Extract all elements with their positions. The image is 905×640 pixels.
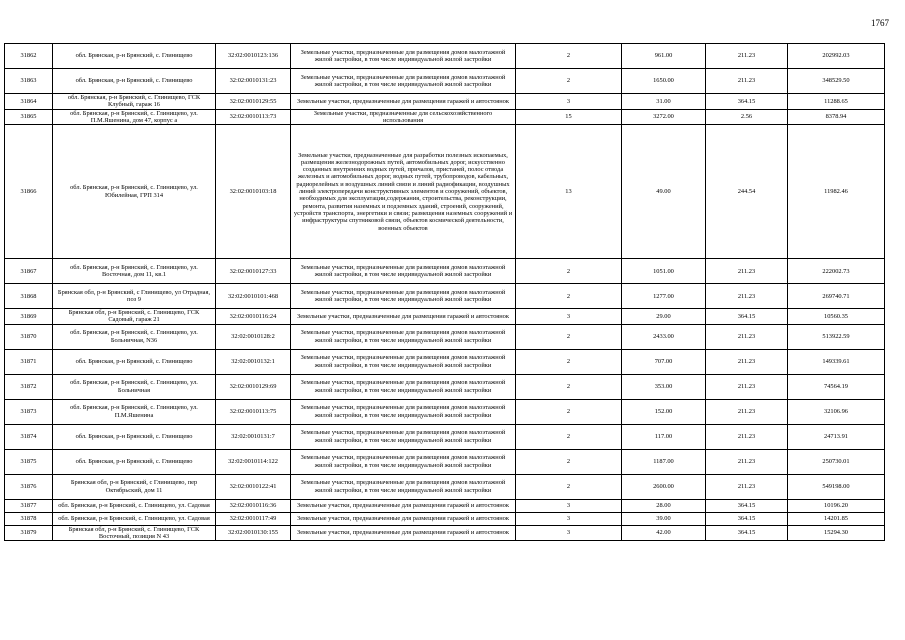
address-cell: обл. Брянская, р-н Брянский, с. Глинищево [53, 424, 216, 449]
cadastral-value-cell: 74564.19 [788, 374, 885, 399]
land-use-cell: Земельные участки, предназначенные для сельскохозяйственного использования [291, 109, 516, 125]
cadastral-value-cell: 11982.46 [788, 125, 885, 259]
cadastral-number-cell: 32:02:0010122:41 [216, 474, 291, 499]
address-cell: обл. Брянская, р-н Брянский, с. Глинищево, ул. П.М.Яшенина [53, 399, 216, 424]
use-kind-cell: 2 [516, 474, 622, 499]
specific-value-cell: 211.23 [706, 349, 788, 374]
cadastral-number-cell: 32:02:0010129:69 [216, 374, 291, 399]
cadastral-number-cell: 32:02:0010131:23 [216, 69, 291, 94]
row-number-cell: 31867 [5, 259, 53, 284]
cadastral-number-cell: 32:02:0010131:7 [216, 424, 291, 449]
area-cell: 31.00 [622, 94, 706, 110]
row-number-cell: 31862 [5, 44, 53, 69]
cadastral-value-cell: 348529.50 [788, 69, 885, 94]
specific-value-cell: 364.15 [706, 512, 788, 525]
cadastral-value-cell: 24713.91 [788, 424, 885, 449]
specific-value-cell: 211.23 [706, 374, 788, 399]
specific-value-cell: 364.15 [706, 94, 788, 110]
area-cell: 707.00 [622, 349, 706, 374]
area-cell: 3272.00 [622, 109, 706, 125]
address-cell: обл. Брянская, р-н Брянский, с. Глинищево [53, 449, 216, 474]
cadastral-number-cell: 32:02:0010132:1 [216, 349, 291, 374]
table-row [5, 125, 885, 259]
table-row [5, 259, 885, 284]
use-kind-cell: 3 [516, 525, 622, 541]
use-kind-cell: 3 [516, 94, 622, 110]
area-cell: 1650.00 [622, 69, 706, 94]
row-number-cell: 31876 [5, 474, 53, 499]
land-use-cell: Земельные участки, предназначенные для размещения гаражей и автостоянок [291, 512, 516, 525]
address-cell: Брянская обл, р-н Брянский, с. Глинищево, ГСК Садовый, гараж 21 [53, 309, 216, 325]
cadastral-number-cell: 32:02:0010116:24 [216, 309, 291, 325]
use-kind-cell: 2 [516, 324, 622, 349]
cadastral-value-cell: 250730.01 [788, 449, 885, 474]
use-kind-cell: 3 [516, 499, 622, 512]
address-cell: обл. Брянская, р-н Брянский, с. Глинищево, ул. Восточная, дом 11, кв.1 [53, 259, 216, 284]
use-kind-cell: 3 [516, 512, 622, 525]
row-number-cell: 31871 [5, 349, 53, 374]
use-kind-cell: 2 [516, 399, 622, 424]
land-use-cell: Земельные участки, предназначенные для размещения домов малоэтажной жилой застройки, в том числе индивидуальной жилой застройки [291, 69, 516, 94]
table-row [5, 474, 885, 499]
address-cell: обл. Брянская, р-н Брянский, с. Глинищево, ул. Садовая [53, 512, 216, 525]
address-cell: обл. Брянская, р-н Брянский, с. Глинищево, ул. Больничная [53, 374, 216, 399]
land-use-cell: Земельные участки, предназначенные для размещения домов малоэтажной жилой застройки, в том числе индивидуальной жилой застройки [291, 324, 516, 349]
use-kind-cell: 2 [516, 374, 622, 399]
table-row [5, 525, 885, 541]
use-kind-cell: 13 [516, 125, 622, 259]
specific-value-cell: 364.15 [706, 499, 788, 512]
row-number-cell: 31872 [5, 374, 53, 399]
address-cell: обл. Брянская, р-н Брянский, с. Глинищево [53, 44, 216, 69]
area-cell: 1051.00 [622, 259, 706, 284]
row-number-cell: 31878 [5, 512, 53, 525]
cadastral-value-cell: 549198.00 [788, 474, 885, 499]
cadastral-value-cell: 202992.03 [788, 44, 885, 69]
row-number-cell: 31870 [5, 324, 53, 349]
land-use-cell: Земельные участки, предназначенные для размещения гаражей и автостоянок [291, 525, 516, 541]
land-use-cell: Земельные участки, предназначенные для размещения домов малоэтажной жилой застройки, в том числе индивидуальной жилой застройки [291, 474, 516, 499]
address-cell: Брянская обл, р-н Брянский, с Глинищево, ул Отрадная, поз 9 [53, 284, 216, 309]
specific-value-cell: 211.23 [706, 44, 788, 69]
table-row [5, 424, 885, 449]
cadastral-value-cell: 14201.85 [788, 512, 885, 525]
area-cell: 49.00 [622, 125, 706, 259]
cadastral-value-cell: 10196.20 [788, 499, 885, 512]
cadastral-number-cell: 32:02:0010116:36 [216, 499, 291, 512]
specific-value-cell: 364.15 [706, 525, 788, 541]
area-cell: 29.00 [622, 309, 706, 325]
table-row [5, 109, 885, 125]
table-body [5, 44, 885, 541]
use-kind-cell: 2 [516, 424, 622, 449]
area-cell: 117.00 [622, 424, 706, 449]
cadastral-value-cell: 513922.59 [788, 324, 885, 349]
cadastral-number-cell: 32:02:0010129:55 [216, 94, 291, 110]
cadastral-number-cell: 32:02:0010123:136 [216, 44, 291, 69]
area-cell: 1277.00 [622, 284, 706, 309]
cadastral-value-cell: 11288.65 [788, 94, 885, 110]
land-use-cell: Земельные участки, предназначенные для размещения домов малоэтажной жилой застройки, в том числе индивидуальной жилой застройки [291, 374, 516, 399]
row-number-cell: 31863 [5, 69, 53, 94]
use-kind-cell: 2 [516, 259, 622, 284]
specific-value-cell: 211.23 [706, 284, 788, 309]
table-row [5, 324, 885, 349]
land-use-cell: Земельные участки, предназначенные для размещения домов малоэтажной жилой застройки, в том числе индивидуальной жилой застройки [291, 424, 516, 449]
cadastral-value-cell: 32106.96 [788, 399, 885, 424]
specific-value-cell: 211.23 [706, 324, 788, 349]
table-row [5, 284, 885, 309]
table-row [5, 374, 885, 399]
land-use-cell: Земельные участки, предназначенные для размещения домов малоэтажной жилой застройки, в том числе индивидуальной жилой застройки [291, 349, 516, 374]
table-row [5, 309, 885, 325]
address-cell: обл. Брянская, р-н Брянский, с. Глинищево [53, 69, 216, 94]
specific-value-cell: 244.54 [706, 125, 788, 259]
specific-value-cell: 364.15 [706, 309, 788, 325]
land-use-cell: Земельные участки, предназначенные для размещения домов малоэтажной жилой застройки, в том числе индивидуальной жилой застройки [291, 44, 516, 69]
specific-value-cell: 211.23 [706, 474, 788, 499]
use-kind-cell: 2 [516, 69, 622, 94]
land-use-cell: Земельные участки, предназначенные для размещения домов малоэтажной жилой застройки, в том числе индивидуальной жилой застройки [291, 399, 516, 424]
row-number-cell: 31877 [5, 499, 53, 512]
cadastral-value-cell: 269740.71 [788, 284, 885, 309]
table-row [5, 399, 885, 424]
address-cell: обл. Брянская, р-н Брянский, с. Глинищево, ул. Садовая [53, 499, 216, 512]
cadastral-value-cell: 10560.35 [788, 309, 885, 325]
cadastral-value-cell: 8378.94 [788, 109, 885, 125]
use-kind-cell: 2 [516, 449, 622, 474]
specific-value-cell: 211.23 [706, 69, 788, 94]
specific-value-cell: 211.23 [706, 424, 788, 449]
area-cell: 152.00 [622, 399, 706, 424]
specific-value-cell: 211.23 [706, 259, 788, 284]
cadastral-number-cell: 32:02:0010113:75 [216, 399, 291, 424]
specific-value-cell: 2.56 [706, 109, 788, 125]
area-cell: 2433.00 [622, 324, 706, 349]
use-kind-cell: 2 [516, 44, 622, 69]
address-cell: обл. Брянская, р-н Брянский, с. Глинищево, ГСК Клубный, гараж 16 [53, 94, 216, 110]
table-row [5, 499, 885, 512]
cadastral-number-cell: 32:02:0010113:73 [216, 109, 291, 125]
table-row [5, 44, 885, 69]
cadastral-number-cell: 32:02:0010101:468 [216, 284, 291, 309]
table-row [5, 94, 885, 110]
area-cell: 1187.00 [622, 449, 706, 474]
row-number-cell: 31869 [5, 309, 53, 325]
cadastral-value-cell: 15294.30 [788, 525, 885, 541]
cadastral-number-cell: 32:02:0010130:155 [216, 525, 291, 541]
row-number-cell: 31866 [5, 125, 53, 259]
row-number-cell: 31875 [5, 449, 53, 474]
area-cell: 961.00 [622, 44, 706, 69]
table-row [5, 349, 885, 374]
cadastral-value-cell: 222002.73 [788, 259, 885, 284]
cadastral-number-cell: 32:02:0010128:2 [216, 324, 291, 349]
cadastral-number-cell: 32:02:0010127:33 [216, 259, 291, 284]
cadastral-value-table [4, 43, 885, 541]
area-cell: 353.00 [622, 374, 706, 399]
row-number-cell: 31868 [5, 284, 53, 309]
row-number-cell: 31864 [5, 94, 53, 110]
land-use-cell: Земельные участки, предназначенные для размещения гаражей и автостоянок [291, 499, 516, 512]
address-cell: обл. Брянская, р-н Брянский, с. Глинищево [53, 349, 216, 374]
land-use-cell: Земельные участки, предназначенные для размещения домов малоэтажной жилой застройки, в том числе индивидуальной жилой застройки [291, 259, 516, 284]
specific-value-cell: 211.23 [706, 449, 788, 474]
address-cell: обл. Брянская, р-н Брянский, с. Глинищево, ул. П.М.Яшенина, дом 47, корпус а [53, 109, 216, 125]
land-use-cell: Земельные участки, предназначенные для разработки полезных ископаемых, размещения железнодорожных путей, автомобильных дорог, искусственно созданных внутренних водных путей, причалов, пристаней, полос отвода железных и автомобильных дорог, водных путей, трубопроводов, кабельных, радиорелейных и воздушных линий связи и линий радиофикации, воздушных линий электропередачи конструктивных элементов и сооружений, объектов, необходимых для эксплуатации,содержания, строительства, реконструкции, ремонта, развития наземных и подземных зданий, строений, сооружений, устройств транспорта, энергетики и связи; размещения наземных сооружений и инфраструктуры спутниковой связи, объектов космической деятельности, военных объектов [291, 125, 516, 259]
area-cell: 2600.00 [622, 474, 706, 499]
use-kind-cell: 2 [516, 349, 622, 374]
cadastral-number-cell: 32:02:0010114:122 [216, 449, 291, 474]
page-number: 1767 [871, 18, 889, 28]
area-cell: 42.00 [622, 525, 706, 541]
use-kind-cell: 15 [516, 109, 622, 125]
cadastral-number-cell: 32:02:0010103:18 [216, 125, 291, 259]
use-kind-cell: 3 [516, 309, 622, 325]
area-cell: 28.00 [622, 499, 706, 512]
address-cell: обл. Брянская, р-н Брянский, с. Глинищево, ул. Больничная, N36 [53, 324, 216, 349]
row-number-cell: 31873 [5, 399, 53, 424]
row-number-cell: 31865 [5, 109, 53, 125]
land-use-cell: Земельные участки, предназначенные для размещения гаражей и автостоянок [291, 94, 516, 110]
use-kind-cell: 2 [516, 284, 622, 309]
address-cell: Брянская обл, р-н Брянский, с. Глинищево, ГСК Восточный, позиция N 43 [53, 525, 216, 541]
table-row [5, 449, 885, 474]
table-row [5, 69, 885, 94]
address-cell: Брянская обл, р-н Брянский, с Глинищево, пер Октябрьский, дом 11 [53, 474, 216, 499]
land-use-cell: Земельные участки, предназначенные для размещения домов малоэтажной жилой застройки, в том числе индивидуальной жилой застройки [291, 284, 516, 309]
address-cell: обл. Брянская, р-н Брянский, с. Глинищево, ул. Юбилейная, ГРП 314 [53, 125, 216, 259]
row-number-cell: 31874 [5, 424, 53, 449]
land-use-cell: Земельные участки, предназначенные для размещения домов малоэтажной жилой застройки, в том числе индивидуальной жилой застройки [291, 449, 516, 474]
cadastral-value-cell: 149339.61 [788, 349, 885, 374]
row-number-cell: 31879 [5, 525, 53, 541]
area-cell: 39.00 [622, 512, 706, 525]
cadastral-number-cell: 32:02:0010117:49 [216, 512, 291, 525]
table-row [5, 512, 885, 525]
specific-value-cell: 211.23 [706, 399, 788, 424]
land-use-cell: Земельные участки, предназначенные для размещения гаражей и автостоянок [291, 309, 516, 325]
